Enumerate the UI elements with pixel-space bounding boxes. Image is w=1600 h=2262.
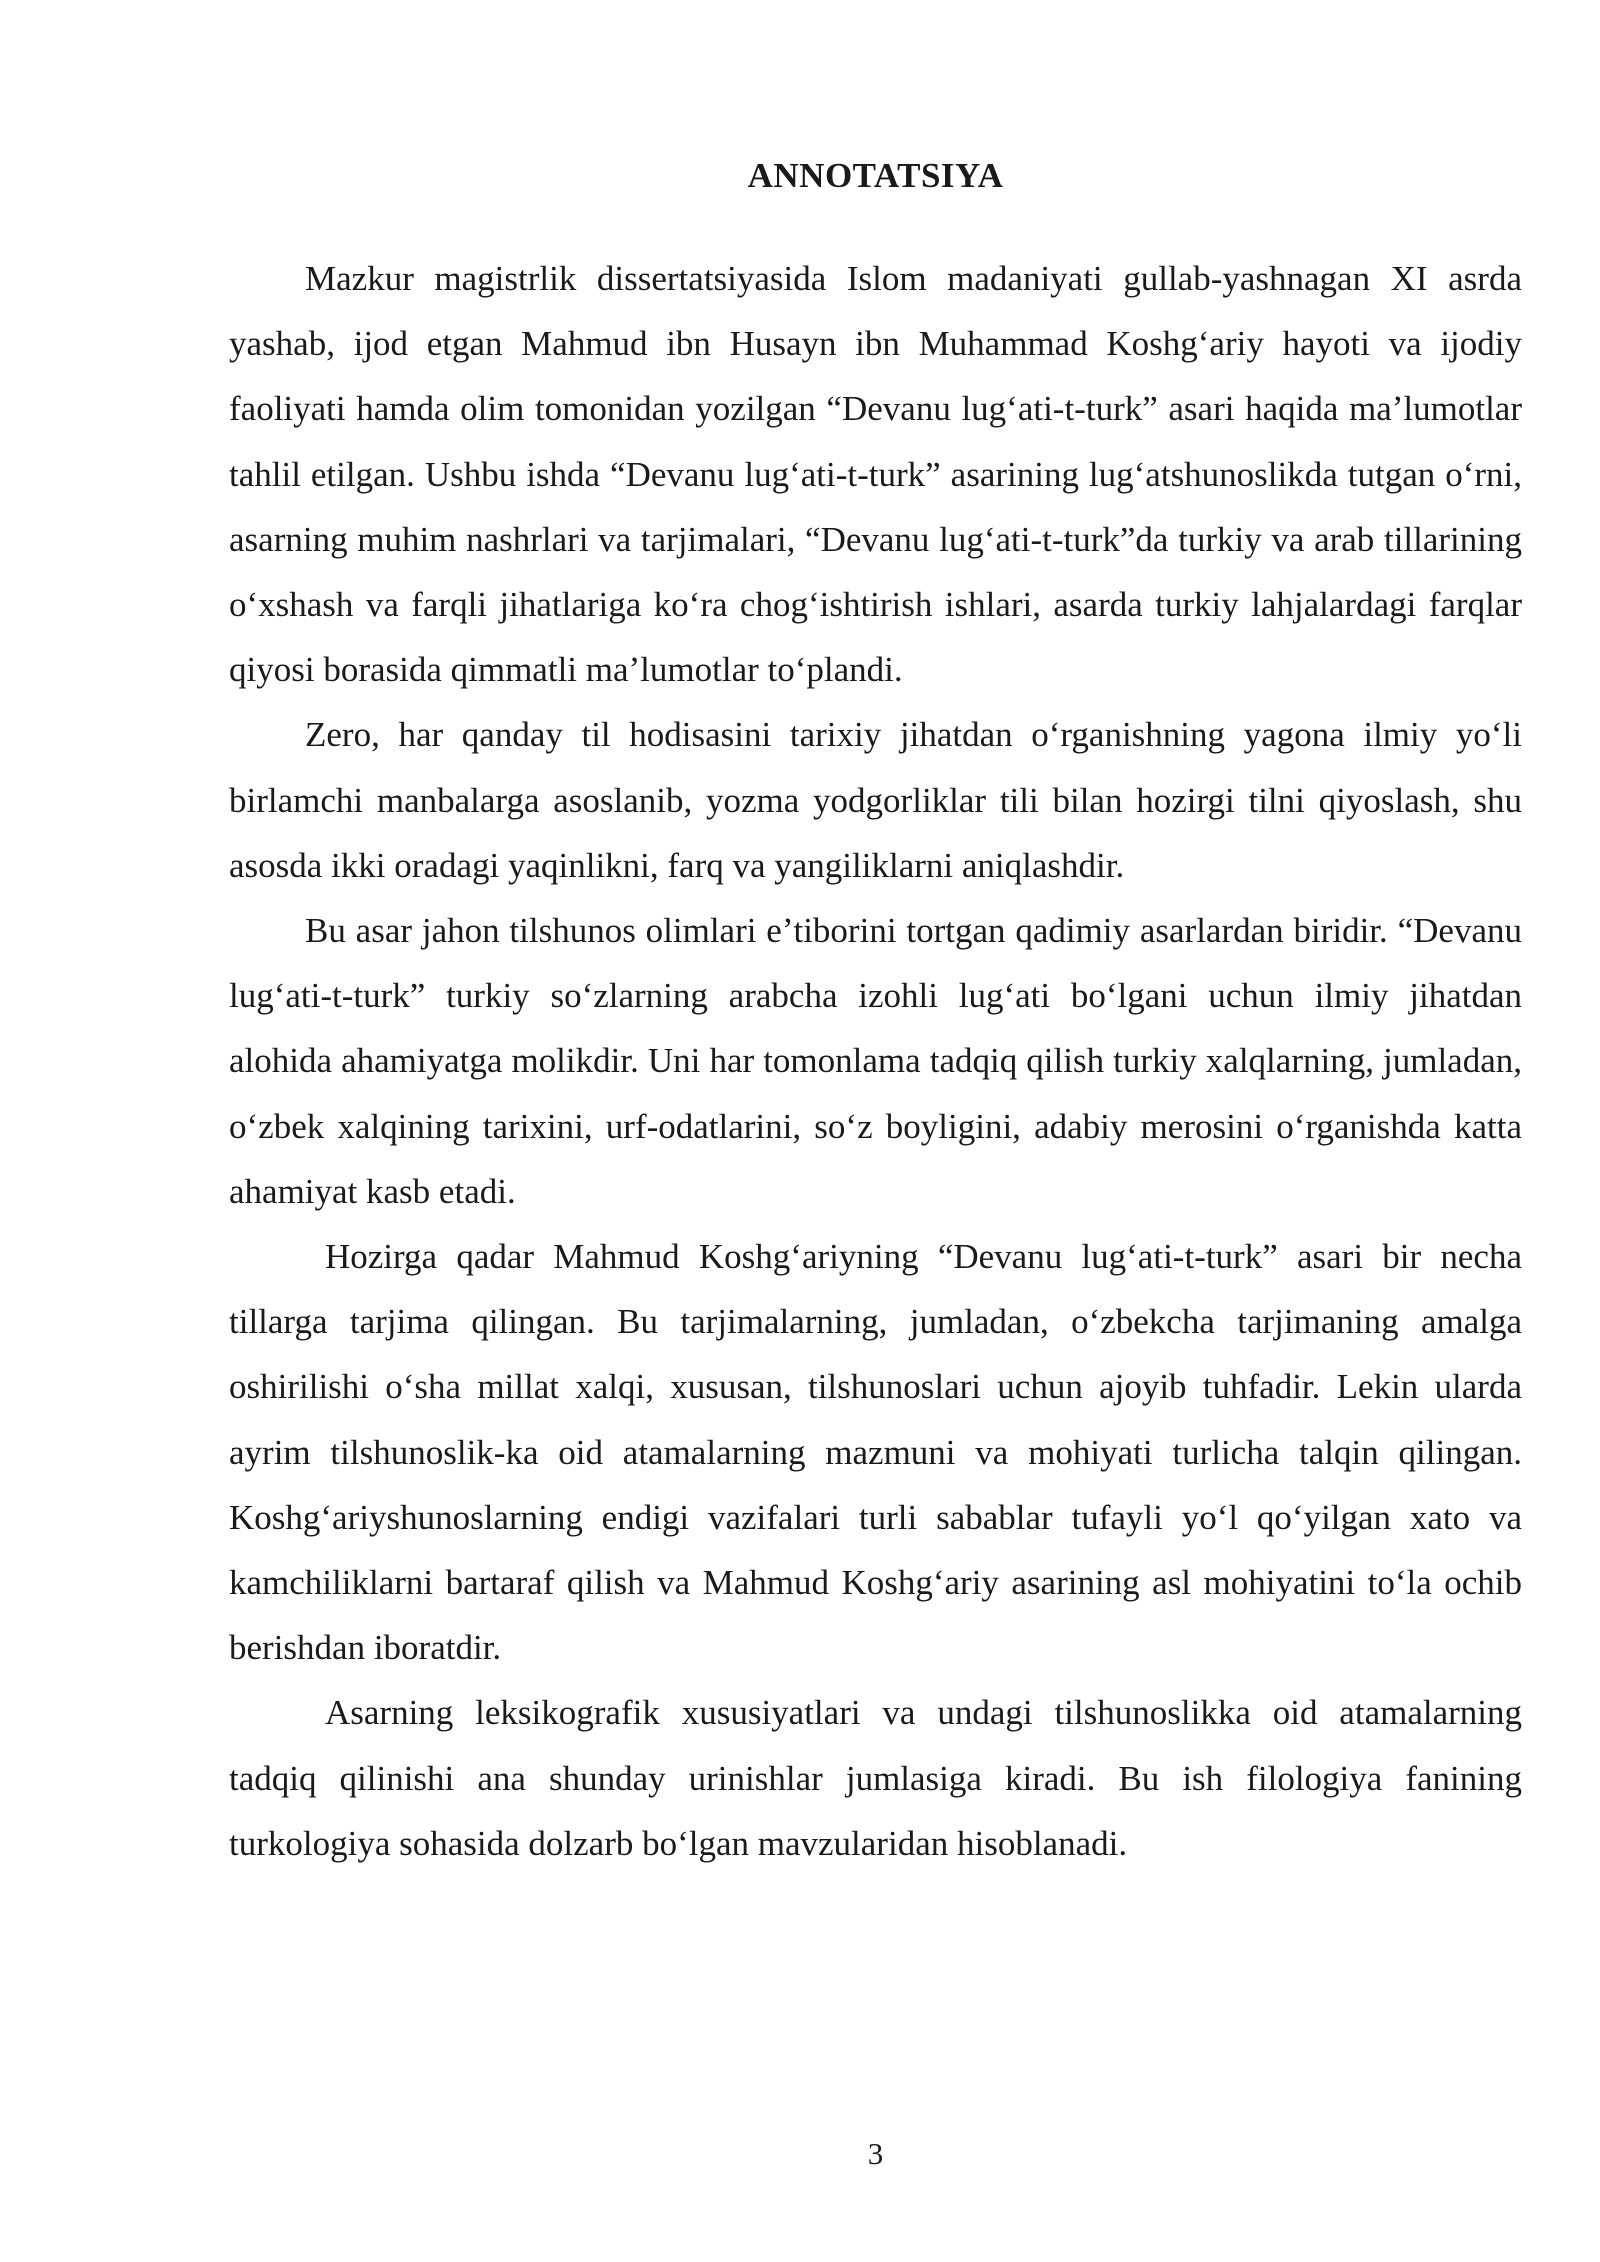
document-body: [229, 246, 1522, 1876]
paragraph-4: Hozirga qadar Mahmud Koshgʻariyning “Devanu lugʻati-t-turk” asari bir necha tillarga tarjima qilingan. Bu tarjimalarning, jumladan, oʻzbekcha tarjimaning amalga oshirilishi oʻsha millat xalqi, xususan, tilshunoslari uchun ajoyib tuhfadir. Lekin ularda ayrim tilshunoslik-ka oid atamalarning mazmuni va mohiyati turlicha talqin qilingan. Koshgʻariyshunoslarning endigi vazifalari turli sabablar tufayli yoʻl qoʻyilgan xato va kamchiliklarni bartaraf qilish va Mahmud Koshgʻariy asarining asl mohiyatini toʻla ochib berishdan iboratdir.: [229, 1237, 1522, 1668]
paragraph-1: Mazkur magistrlik dissertatsiyasida Islom madaniyati gullab-yashnagan XI asrda yashab, ijod etgan Mahmud ibn Husayn ibn Muhammad Koshgʻariy hayoti va ijodiy faoliyati hamda olim tomonidan yozilgan “Devanu lugʻati-t-turk” asari haqida maʼlumotlar tahlil etilgan. Ushbu ishda “Devanu lugʻati-t-turk” asarining lugʻatshunoslikda tutgan oʻrni, asarning muhim nashrlari va tarjimalari, “Devanu lugʻati-t-turk”da turkiy va arab tillarining oʻxshash va farqli jihatlariga koʻra chogʻishtirish ishlari, asarda turkiy lahjalardagi farqlar qiyosi borasida qimmatli maʼlumotlar toʻplandi.: [229, 259, 1522, 690]
page-number: 3: [867, 2136, 884, 2171]
paragraph-5: Asarning leksikografik xususiyatlari va undagi tilshunoslikka oid atamalarning tadqiq qilinishi ana shunday urinishlar jumlasiga kiradi. Bu ish filologiya fanining turkologiya sohasida dolzarb boʻlgan mavzularidan hisoblanadi.: [229, 1693, 1522, 1863]
document-page: [229, 0, 1522, 2262]
paragraph-2: Zero, har qanday til hodisasini tarixiy jihatdan oʻrganishning yagona ilmiy yoʻli birlamchi manbalarga asoslanib, yozma yodgorliklar tili bilan hozirgi tilni qiyoslash, shu asosda ikki oradagi yaqinlikni, farq va yangiliklarni aniqlashdir.: [229, 715, 1522, 885]
paragraph-3: Bu asar jahon tilshunos olimlari eʼtiborini tortgan qadimiy asarlardan biridir. “Devanu lugʻati-t-turk” turkiy soʻzlarning arabcha izohli lugʻati boʻlgani uchun ilmiy jihatdan alohida ahamiyatga molikdir. Uni har tomonlama tadqiq qilish turkiy xalqlarning, jumladan, oʻzbek xalqining tarixini, urf-odatlarini, soʻz boyligini, adabiy merosini oʻrganishda katta ahamiyat kasb etadi.: [229, 911, 1522, 1211]
document-title: ANNOTATSIYA: [747, 156, 1004, 195]
